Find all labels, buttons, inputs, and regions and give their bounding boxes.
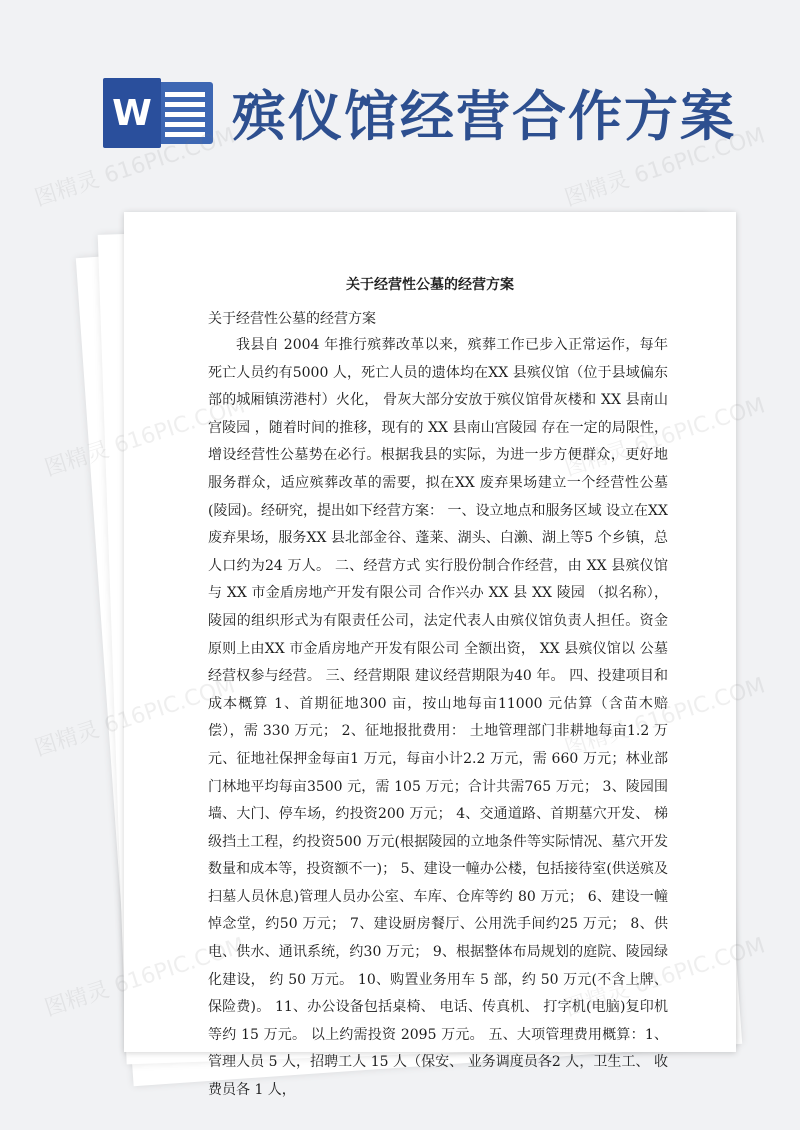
watermark: 图精灵 616PIC.COM — [31, 123, 239, 212]
watermark: 图精灵 616PIC.COM — [561, 123, 769, 212]
document-title: 关于经营性公墓的经营方案 — [346, 277, 514, 293]
document-subtitle: 关于经营性公墓的经营方案 — [208, 311, 376, 327]
document-body: 我县自 2004 年推行殡葬改革以来，殡葬工作已步入正常运作，每年死亡人员约有5000 人，死亡人员的遗体均在XX 县殡仪馆（位于县域偏东部的城厢镇涝港村）火化， 骨灰大部分安放于殡仪馆骨灰楼和 XX 县南山宫陵园 ，随着时间的推移，现有的 XX 县南山宫陵园 存在一定的局限性，增设经营性公墓势在必行。根据我县的实际，为进一步方便群众，更好地服务群众，适应殡葬改革的需要，拟在XX 废弃果场建立一个经营性公墓(陵园)。经研究，提出如下经营方案： 一、设立地点和服务区域 设立在XX 废弃果场，服务XX 县北部金谷、蓬莱、湖头、白濑、湖上等5 个乡镇，总人口约为24 万人。 二、经营方式 实行股份制合作经营，由 XX 县殡仪馆 与 XX 市金盾房地产开发有限公司 合作兴办 XX 县 XX 陵园 （拟名称），陵园的组织形式为有限责任公司，法定代表人由殡仪馆负责人担任。资金原则上由XX 市金盾房地产开发有限公司 全额出资， XX 县殡仪馆以 公墓经营权参与经营。 三、经营期限 建议经营期限为40 年。 四、投建项目和成本概算 1、首期征地300 亩，按山地每亩11000 元估算（含苗木赔偿），需 330 万元； 2、征地报批费用： 土地管理部门非耕地每亩1.2 万元、征地社保押金每亩1 万元，每亩小计2.2 万元，需 660 万元；林业部门林地平均每亩3500 元，需 105 万元；合计共需765 万元； 3、陵园围墙、大门、停车场，约投资200 万元； 4、交通道路、首期墓穴开发、 梯级挡土工程，约投资500 万元(根据陵园的立地条件等实际情况、墓穴开发数量和成本等，投资额不一)； 5、建设一幢办公楼，包括接待室(供送殡及扫墓人员休息)管理人员办公室、车库、仓库等约 80 万元； 6、建设一幢悼念堂，约50 万元； 7、建设厨房餐厅、公用洗手间约25 万元； 8、供电、供水、通讯系统，约30 万元； 9、根据整体布局规划的庭院、陵园绿化建设， 约 50 万元。 10、购置业务用车 5 部，约 50 万元(不含上牌、保险费)。 11、办公设备包括桌椅、 电话、传真机、 打字机(电脑)复印机等约 15 万元。 以上约需投资 2095 万元。 五、大项管理费用概算：1、管理人员 5 人，招聘工人 15 人（保安、 业务调度员各2 人，卫生工、 收费员各 1 人， — [208, 337, 668, 1099]
watermark: 图精灵 — [41, 437, 113, 482]
banner — [0, 0, 800, 200]
word-icon-letter: W — [103, 78, 161, 148]
word-document-icon — [103, 78, 215, 148]
banner-title: 殡仪馆经营合作方案 — [232, 85, 736, 148]
watermark: 图精灵 — [41, 977, 113, 1022]
document-page — [124, 212, 736, 1099]
watermark: 图精灵 — [31, 717, 103, 762]
word-icon-lines — [165, 92, 205, 142]
